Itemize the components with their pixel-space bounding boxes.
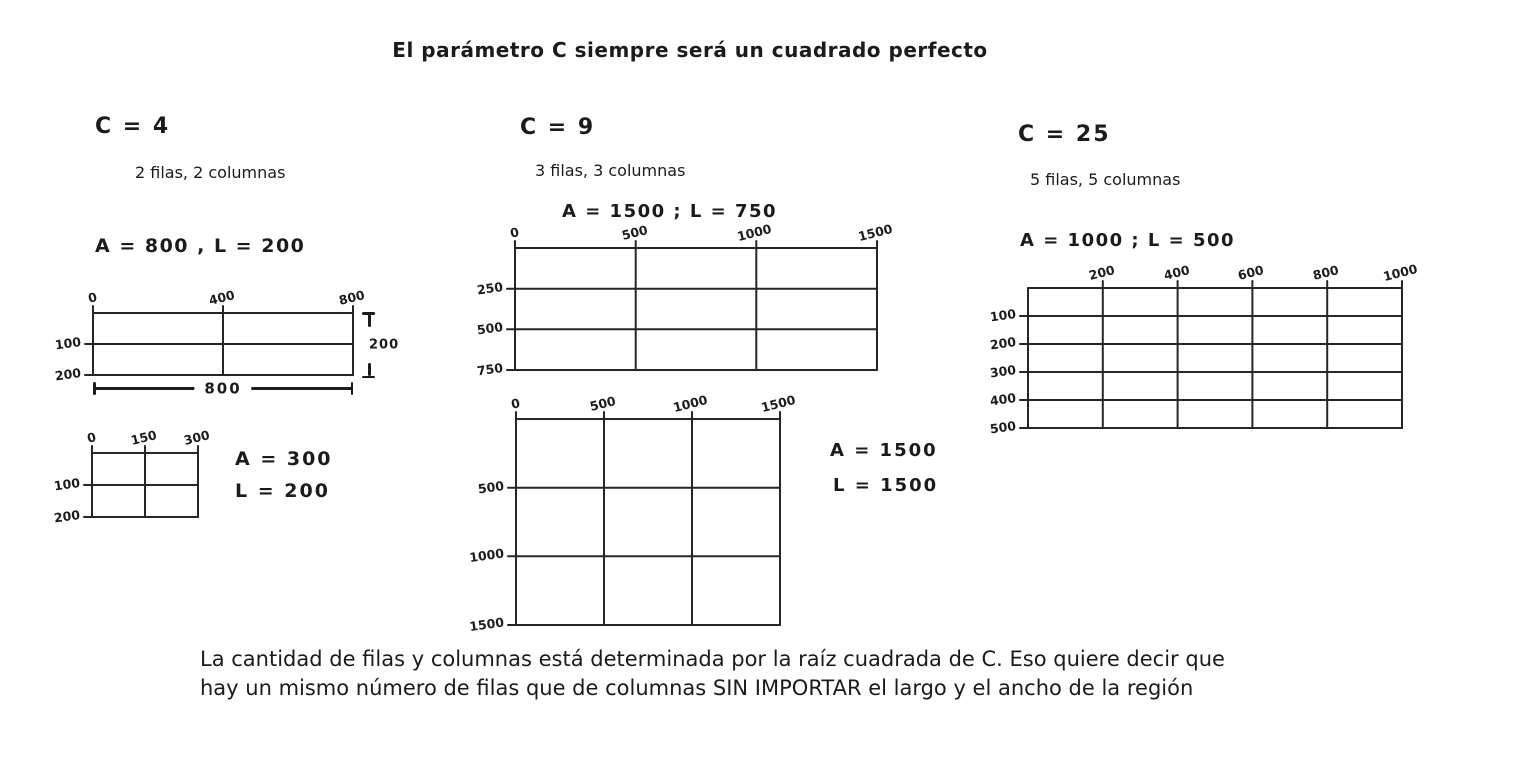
- bracket-stem: [368, 314, 371, 327]
- grid-c9-top-xtick-1000: 1000: [735, 221, 774, 244]
- grid-c4-main-ytick-100: 100: [53, 334, 82, 353]
- bracket-stem: [368, 363, 371, 376]
- grid-c25-xtick-400: 400: [1161, 262, 1191, 283]
- grid-c4-small-ytick-100: 100: [52, 475, 81, 494]
- grid-c9-top-xtick-0: 0: [508, 224, 521, 241]
- grid-c25-ytick-100: 100: [988, 306, 1017, 325]
- grid-c9-top-xtick-1500: 1500: [856, 221, 894, 244]
- bracket-cap: [362, 376, 375, 379]
- grid-c9-bottom-xtick-0: 0: [509, 395, 522, 412]
- section-c4-dims: 2 filas, 2 columnas: [135, 163, 286, 182]
- c4-height-dimension-bracket: [361, 312, 400, 378]
- grid-c25-ytick-300: 300: [988, 362, 1017, 381]
- grid-c9-bottom-ytick-500: 500: [476, 477, 505, 497]
- section-c4-params: A = 800 , L = 200: [95, 235, 306, 257]
- grid-c9-top: [475, 221, 894, 379]
- grid-c4-main-xtick-800: 800: [337, 287, 367, 308]
- grid-c9-bottom-ytick-1500: 1500: [468, 614, 505, 635]
- grid-c25-ytick-400: 400: [988, 390, 1017, 409]
- c4-small-area-label: A = 300: [235, 448, 333, 470]
- grid-c9-top-ytick-750: 750: [475, 360, 504, 379]
- footer-line-2: hay un mismo número de filas que de columnas SIN IMPORTAR el largo y el ancho de la región: [200, 676, 1194, 700]
- grid-c4-small-xtick-300: 300: [182, 427, 212, 448]
- grid-c9-bottom: [468, 392, 797, 635]
- grid-c9-bottom-xtick-1000: 1000: [671, 392, 709, 415]
- c9-bottom-area-label: A = 1500: [830, 440, 938, 461]
- grid-c9-bottom-lines: [516, 419, 780, 625]
- c9-bottom-length-label: L = 1500: [833, 475, 939, 496]
- section-c25-dims: 5 filas, 5 columnas: [1030, 170, 1181, 189]
- section-c9-dims: 3 filas, 3 columnas: [535, 161, 686, 180]
- grid-c4-small-lines: [92, 453, 198, 517]
- grid-c4-small: [52, 427, 212, 526]
- grid-c4-main: [53, 287, 367, 384]
- section-c25-params: A = 1000 ; L = 500: [1020, 230, 1236, 251]
- grid-c4-main-ytick-200: 200: [53, 365, 82, 384]
- grid-c9-top-lines: [515, 248, 877, 370]
- grid-c9-bottom-xtick-1500: 1500: [759, 392, 797, 415]
- grid-c4-main-xtick-400: 400: [207, 287, 237, 308]
- c4-small-length-label: L = 200: [235, 480, 330, 502]
- grid-c4-small-xtick-0: 0: [85, 429, 98, 446]
- grid-c4-small-xtick-150: 150: [129, 427, 159, 448]
- bracket-end: [93, 382, 96, 395]
- c4-width-dimension-label: 800: [194, 379, 251, 397]
- grid-c9-bottom-ytick-1000: 1000: [468, 545, 505, 566]
- grid-c25-ytick-200: 200: [988, 334, 1017, 353]
- c4-height-dimension-label: 200: [369, 337, 400, 353]
- section-c25-label: C = 25: [1018, 122, 1111, 147]
- grid-c9-top-ytick-500: 500: [475, 319, 504, 338]
- c4-width-dimension-bracket: [93, 379, 353, 398]
- grid-c4-small-ytick-200: 200: [52, 507, 81, 526]
- section-c9-label: C = 9: [520, 115, 596, 140]
- grid-c4-main-xtick-0: 0: [86, 289, 99, 306]
- grid-c25-xtick-600: 600: [1236, 262, 1266, 283]
- section-c4-label: C = 4: [95, 114, 171, 139]
- grid-c9-bottom-xtick-500: 500: [588, 393, 618, 414]
- grid-c9-top-xtick-500: 500: [619, 222, 649, 243]
- grid-c25-ytick-500: 500: [988, 418, 1017, 437]
- footer-explanation: [200, 645, 1225, 703]
- grid-c25: [988, 261, 1419, 437]
- grid-c25-xtick-1000: 1000: [1381, 261, 1419, 284]
- grid-c25-xtick-200: 200: [1087, 262, 1116, 283]
- grid-c25-xtick-800: 800: [1311, 262, 1341, 283]
- footer-line-1: La cantidad de filas y columnas está determinada por la raíz cuadrada de C. Eso quiere decir que: [200, 647, 1225, 671]
- grid-c9-top-ytick-250: 250: [475, 278, 504, 298]
- bracket-end: [351, 382, 354, 395]
- page-title: El parámetro C siempre será un cuadrado perfecto: [392, 38, 988, 62]
- grid-c4-main-lines: [93, 313, 353, 375]
- section-c9-params: A = 1500 ; L = 750: [562, 201, 778, 222]
- grid-c25-lines: [1028, 288, 1402, 428]
